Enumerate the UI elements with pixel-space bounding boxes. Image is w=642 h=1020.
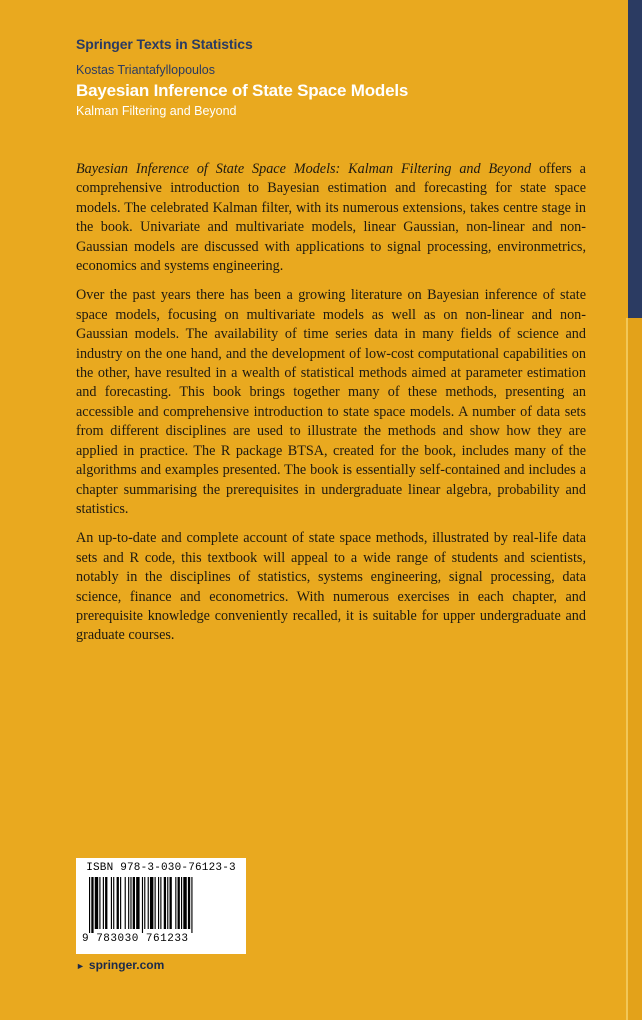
isbn-barcode [76, 858, 246, 954]
spine-divider-line [626, 318, 628, 1020]
barcode-bar [105, 877, 107, 929]
blurb-paragraph-3: An up-to-date and complete account of state space methods, illustrated by real-life data sets and R code, this textbook will appeal to a wide range of students and scientists, notably in the disciplines of statistics, systems engineering, signal processing, data science, finance and econometrics. With numerous exercises in each chapter, and prerequisite knowledge conveniently recalled, it is suitable for upper undergraduate and graduate courses. [76, 530, 586, 644]
barcode-bar [160, 877, 161, 929]
barcode-bar [150, 877, 153, 929]
barcode-bar [136, 877, 139, 929]
arrow-right-icon: ► [76, 961, 85, 971]
barcode-bar [183, 877, 186, 929]
barcode-bar [188, 877, 190, 929]
publisher-website[interactable] [76, 958, 164, 972]
barcode-bar [91, 877, 93, 933]
series-name: Springer Texts in Statistics [76, 36, 253, 52]
blurb-paragraph-2: Over the past years there has been a growing literature on Bayesian inference of state space models, focusing on multivariate models as well as on non-linear and non-Gaussian models. The availability of time series data in many fields of science and industry on the one hand, and the development of low-cost computational capabilities on the other, have resulted in a wealth of statistical methods aimed at parameter estimation and forecasting. This book brings together many of these methods, presenting an accessible and comprehensive introduction to state space models. A number of data sets from different disciplines are used to illustrate the methods and show how they are applied in practice. The R package BTSA, created for the book, includes many of the algorithms and examples presented. The book is essentially self-contained and includes a chapter summarising the prerequisites in undergraduate linear algebra, probability and statistics. [76, 287, 586, 517]
cover-header [76, 36, 596, 118]
barcode-bar [158, 877, 159, 929]
barcode-bar [103, 877, 104, 929]
barcode-bar [120, 877, 121, 929]
barcode-bar [191, 877, 192, 933]
book-subtitle: Kalman Filtering and Beyond [76, 104, 237, 118]
barcode-bar [164, 877, 166, 929]
barcode-bar [148, 877, 149, 929]
barcode-bar [144, 877, 145, 929]
barcode-bar [155, 877, 156, 929]
barcode-bar [95, 877, 98, 929]
barcode-digits: 9 783030 761233 [82, 933, 189, 945]
book-title: Bayesian Inference of State Space Models [76, 81, 409, 100]
barcode-bar [128, 877, 129, 929]
barcode-bar [167, 877, 168, 929]
barcode-bar [181, 877, 182, 929]
barcode-bar [133, 877, 135, 929]
barcode-bar [142, 877, 143, 933]
barcode-bar [113, 877, 114, 929]
barcode-bar [89, 877, 90, 933]
barcode-bar [170, 877, 172, 929]
spine-navy-band [628, 0, 642, 318]
publisher-website-text: springer.com [88, 958, 165, 972]
blurb-paragraph-1 [76, 160, 586, 276]
blurb-book-title: Bayesian Inference of State Space Models: Kalman Filtering and Beyond [76, 161, 532, 177]
barcode-bar [111, 877, 112, 929]
barcode-bar [99, 877, 100, 929]
barcode-bar [125, 877, 126, 929]
barcode-bar [130, 877, 131, 929]
barcode-bars [87, 877, 235, 933]
blurb-paragraph-1-text: offers a comprehensive introduction to Bayesian estimation and forecasting for state space models. The celebrated Kalman filter, with its numerous extensions, takes centre stage in the book. Univariate and multivariate models, linear Gaussian, non-linear and non-Gaussian models are discussed with applications to signal processing, environmetrics, economics and systems engineering. [76, 161, 586, 275]
barcode-bar [117, 877, 119, 929]
isbn-label: ISBN 978-3-030-76123-3 [86, 862, 236, 874]
barcode-bar [178, 877, 180, 929]
barcode-bar [175, 877, 176, 929]
blurb [76, 160, 586, 656]
author-name: Kostas Triantafyllopoulos [76, 63, 215, 77]
